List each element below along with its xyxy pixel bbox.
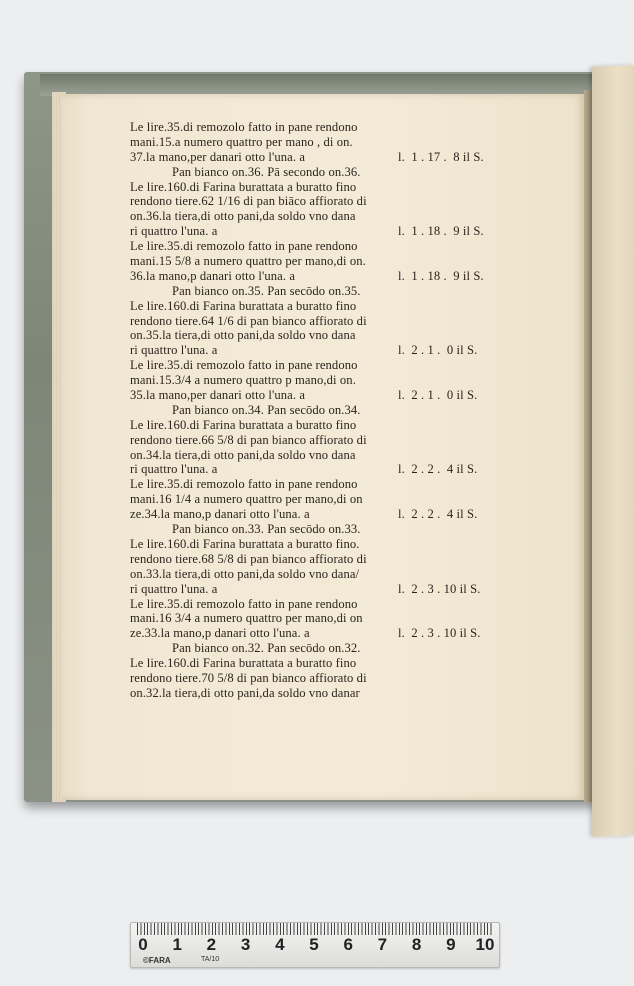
ruler-number: 5 <box>309 935 319 954</box>
line-text: ri quattro l'una. a <box>130 224 218 239</box>
ruler-number: 10 <box>475 935 495 954</box>
text-line <box>130 254 575 269</box>
page-text <box>130 120 575 701</box>
line-amount: l. 2 . 2 . 4 il S. <box>398 507 478 522</box>
line-text: mani.15 5/8 a numero quattro per mano,di on. <box>130 254 366 269</box>
text-line <box>130 135 575 150</box>
text-line <box>130 328 575 343</box>
line-amount: l. 1 . 18 . 9 il S. <box>398 268 484 283</box>
line-text: Le lire.160.di Farina burattata a buratto fino <box>130 298 357 313</box>
line-text: Le lire.160.di Farina burattata a buratto fino <box>130 179 357 194</box>
facing-page-edge <box>592 65 634 836</box>
text-line <box>130 194 575 209</box>
text-line <box>130 209 575 224</box>
ruler-number: 3 <box>240 935 251 954</box>
ruler-number: 6 <box>343 935 353 954</box>
line-text: mani.15.3/4 a numero quattro p mano,di on. <box>130 373 356 388</box>
text-line <box>130 448 575 463</box>
text-line <box>130 418 575 433</box>
ruler-number: 9 <box>446 935 456 954</box>
line-text: mani.16 1/4 a numero quattro per mano,di on <box>130 492 363 507</box>
text-line <box>130 656 575 671</box>
text-line <box>130 284 575 299</box>
line-text: ri quattro l'una. a <box>130 581 218 596</box>
text-line <box>130 477 575 492</box>
line-text: ri quattro l'una. a <box>130 462 218 477</box>
line-text: Pan bianco on.33. Pan secōdo on.33. <box>172 522 361 537</box>
line-text: rendono tiere.64 1/6 di pan bianco affiorato di <box>130 313 367 328</box>
text-line <box>130 343 575 358</box>
text-line <box>130 582 575 597</box>
line-text: 37.la mano,per danari otto l'una. a <box>130 149 306 164</box>
line-text: 36.la mano,p danari otto l'una. a <box>130 268 296 283</box>
ruler-brand: ©FARA <box>143 956 171 965</box>
line-text: Le lire.160.di Farina burattata a buratto fino <box>130 656 357 671</box>
text-line <box>130 626 575 641</box>
text-line <box>130 462 575 477</box>
line-text: mani.16 3/4 a numero quattro per mano,di on <box>130 611 363 626</box>
text-line <box>130 597 575 612</box>
text-line <box>130 299 575 314</box>
line-text: ze.33.la mano,p danari otto l'una. a <box>130 626 310 641</box>
ruler-number: 8 <box>411 935 422 954</box>
ruler-code: TA/10 <box>201 956 220 963</box>
ruler-ticks <box>137 923 493 935</box>
line-text: on.34.la tiera,di otto pani,da soldo vno dana <box>130 447 356 462</box>
text-line <box>130 120 575 135</box>
line-text: Le lire.35.di remozolo fatto in pane rendono <box>130 477 358 492</box>
text-line <box>130 686 575 701</box>
text-line <box>130 224 575 239</box>
text-line <box>130 492 575 507</box>
line-text: Pan bianco on.35. Pan secōdo on.35. <box>172 283 361 298</box>
line-text: Le lire.35.di remozolo fatto in pane rendono <box>130 120 358 134</box>
line-text: rendono tiere.66 5/8 di pan bianco affiorato di <box>130 432 367 447</box>
line-text: rendono tiere.62 1/16 di pan biāco affiorato di <box>130 194 367 209</box>
line-text: rendono tiere.68 5/8 di pan bianco affiorato di <box>130 551 367 566</box>
line-amount: l. 1 . 18 . 9 il S. <box>398 224 484 239</box>
ruler-number: 7 <box>377 935 388 954</box>
line-text: on.33.la tiera,di otto pani,da soldo vno dana/ <box>130 566 360 581</box>
line-text: Le lire.160.di Farina burattata a buratto fino <box>130 417 357 432</box>
text-line <box>130 269 575 284</box>
line-amount: l. 1 . 17 . 8 il S. <box>398 149 484 164</box>
line-text: ze.34.la mano,p danari otto l'una. a <box>130 507 310 522</box>
text-line <box>130 403 575 418</box>
text-line <box>130 314 575 329</box>
text-line <box>130 611 575 626</box>
ruler-number: 4 <box>275 935 285 954</box>
line-amount: l. 2 . 1 . 0 il S. <box>398 343 478 358</box>
line-text: on.36.la tiera,di otto pani,da soldo vno dana <box>130 209 356 224</box>
line-text: 35.la mano,per danari otto l'una. a <box>130 388 306 403</box>
line-text: Pan bianco on.32. Pan secōdo on.32. <box>172 641 361 656</box>
text-line <box>130 641 575 656</box>
text-line <box>130 373 575 388</box>
text-line <box>130 239 575 254</box>
line-text: ri quattro l'una. a <box>130 343 218 358</box>
ruler-number: 1 <box>172 935 182 954</box>
line-text: Le lire.160.di Farina burattata a buratto fino. <box>130 536 360 551</box>
ruler-number: 0 <box>138 935 148 954</box>
line-text: Pan bianco on.36. Pā secondo on.36. <box>172 164 361 179</box>
line-text: Le lire.35.di remozolo fatto in pane rendono <box>130 358 358 373</box>
text-line <box>130 671 575 686</box>
line-text: mani.15.a numero quattro per mano , di on. <box>130 134 353 149</box>
line-text: Pan bianco on.34. Pan secōdo on.34. <box>172 402 361 417</box>
text-line <box>130 165 575 180</box>
line-text: on.35.la tiera,di otto pani,da soldo vno dana <box>130 328 356 343</box>
line-amount: l. 2 . 1 . 0 il S. <box>398 388 478 403</box>
text-line <box>130 507 575 522</box>
text-line <box>130 150 575 165</box>
text-line <box>130 537 575 552</box>
line-amount: l. 2 . 2 . 4 il S. <box>398 462 478 477</box>
line-amount: l. 2 . 3 . 10 il S. <box>398 626 481 641</box>
scale-ruler <box>130 922 500 968</box>
text-line <box>130 358 575 373</box>
line-amount: l. 2 . 3 . 10 il S. <box>398 581 481 596</box>
line-text: on.32.la tiera,di otto pani,da soldo vno danar <box>130 685 360 700</box>
text-line <box>130 567 575 582</box>
text-line <box>130 552 575 567</box>
text-line <box>130 522 575 537</box>
text-line <box>130 388 575 403</box>
line-text: Le lire.35.di remozolo fatto in pane rendono <box>130 239 358 254</box>
text-line <box>130 180 575 195</box>
text-line <box>130 433 575 448</box>
line-text: Le lire.35.di remozolo fatto in pane rendono <box>130 596 358 611</box>
ruler-number: 2 <box>206 935 217 954</box>
binding-top-edge <box>40 74 600 96</box>
line-text: rendono tiere.70 5/8 di pan bianco affiorato di <box>130 670 367 685</box>
